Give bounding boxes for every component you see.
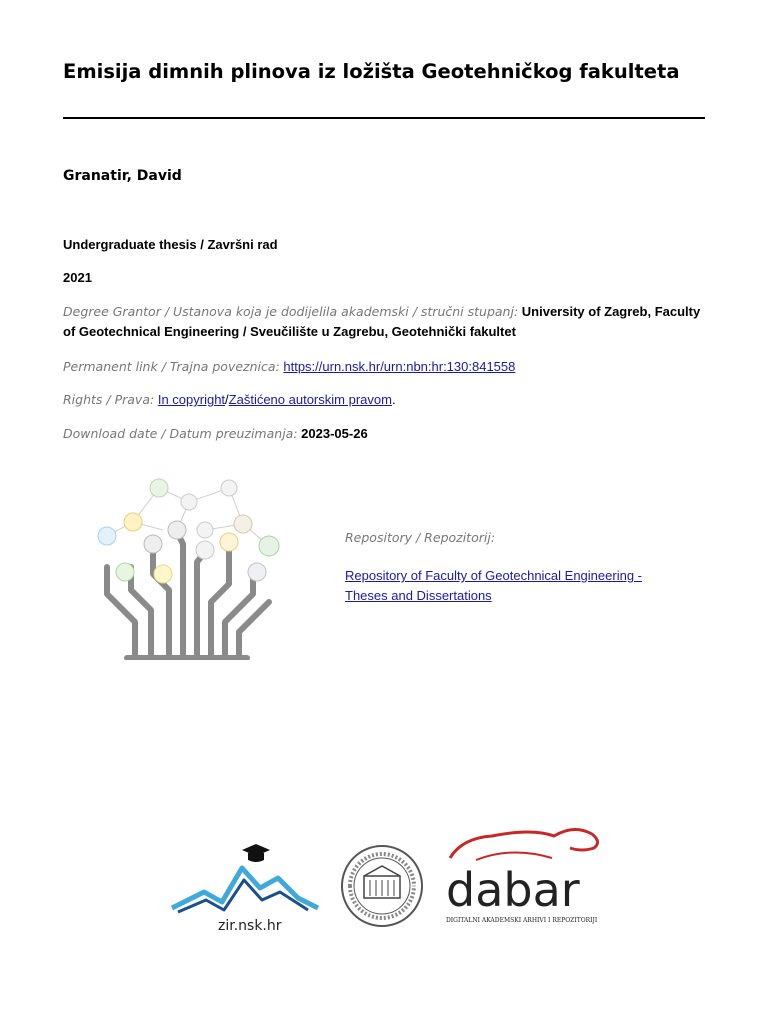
rights-link-in-copyright[interactable]: In copyright [157,392,226,407]
university-seal-icon [340,844,424,928]
download-label: Download date / Datum preuzimanja: [63,426,298,441]
rights [63,390,713,410]
zir-logo-text: zir.nsk.hr [218,918,282,934]
rights-link-zasticeno[interactable]: Zaštićeno autorskim pravom [228,392,392,407]
title-divider [63,117,705,119]
degree-label: Degree Grantor / Ustanova koja je dodijelila akademski / stručni stupanj: [63,304,519,319]
rights-label: Rights / Prava: [63,392,155,407]
dabar-logo-subtitle: DIGITALNI AKADEMSKI ARHIVI I REPOZITORIJI [446,917,598,924]
repository-label: Repository / Repozitorij: [345,530,496,545]
dabar-logo-text: dabar [446,863,580,917]
download-value: 2023-05-26 [301,426,368,441]
permalink-url[interactable]: https://urn.nsk.hr/urn:nbn:hr:130:841558 [283,359,516,374]
rights-separator: / [225,392,229,407]
thesis-type: Undergraduate thesis / Završni rad [63,237,278,252]
dabar-logo[interactable] [442,818,604,926]
author-name: Granatir, David [63,168,182,184]
year: 2021 [63,270,92,285]
repository-tree-icon [93,472,289,660]
repository-link[interactable]: Repository of Faculty of Geotechnical Engineering - Theses and Dissertations [345,568,642,603]
rights-end: . [391,392,396,407]
repository-link-block [345,566,685,606]
permalink-label: Permanent link / Trajna poveznica: [63,359,280,374]
download-date [63,424,713,444]
zir-logo[interactable] [168,838,340,938]
permanent-link [63,357,713,377]
degree-grantor [63,302,713,342]
document-title: Emisija dimnih plinova iz ložišta Geotehničkog fakulteta [63,60,680,83]
degree-value: University of Zagreb, Faculty of Geotechnical Engineering / Sveučilište u Zagrebu, Geotehnički fakultet [63,304,701,339]
